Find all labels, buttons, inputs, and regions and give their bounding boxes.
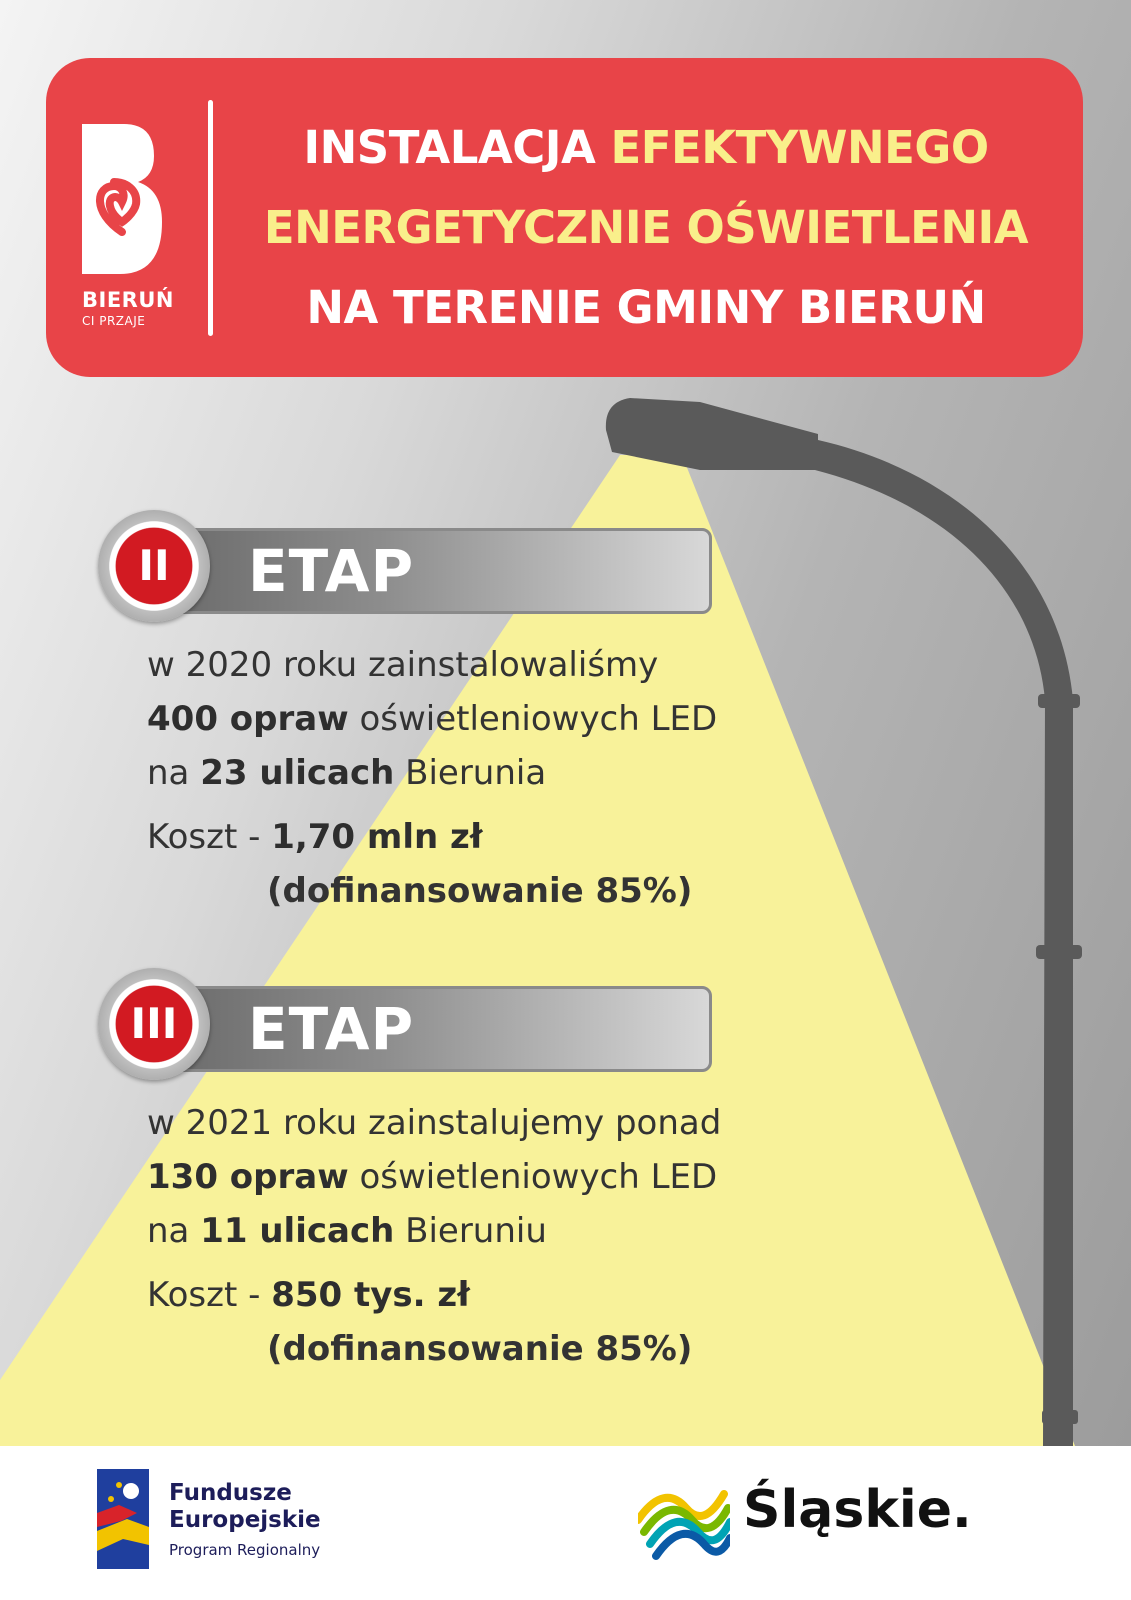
stage-bar — [164, 528, 712, 614]
bierun-logo — [78, 124, 208, 328]
stage-2-description — [147, 638, 847, 918]
title-line-1 — [221, 108, 1071, 188]
stage-badge-3 — [98, 968, 616, 1080]
logo-tagline: CI PRZAJE — [82, 314, 146, 328]
stage-number: III — [130, 999, 178, 1048]
header-banner — [46, 58, 1083, 377]
stage-3-cost: Koszt - 850 tys. zł — [147, 1275, 470, 1315]
stage-badge-2 — [98, 510, 616, 622]
stage-3-description — [147, 1096, 847, 1376]
stage-3-line-1: w 2021 roku zainstalujemy ponad — [147, 1103, 722, 1143]
eu-line-1: Fundusze — [169, 1480, 292, 1506]
eu-funds-logo-text — [169, 1480, 321, 1562]
stage-3-line-3: na 11 ulicach Bieruniu — [147, 1211, 547, 1251]
stage-3-cofunding: (dofinansowanie 85%) — [267, 1329, 693, 1369]
stage-3-line-2: 130 opraw oświetleniowych LED — [147, 1157, 718, 1197]
stage-bar — [164, 986, 712, 1072]
eu-funds-flag-icon — [97, 1469, 149, 1569]
header-divider — [208, 100, 213, 336]
slaskie-wordmark: Śląskie. — [743, 1480, 972, 1540]
logo-name: BIERUŃ — [82, 288, 174, 312]
title-word-yellow: EFEKTYWNEGO — [610, 121, 989, 174]
page-title — [221, 108, 1071, 348]
stage-2-cofunding: (dofinansowanie 85%) — [267, 871, 693, 911]
stage-label: ETAP — [248, 537, 415, 605]
title-line-3: NA TERENIE GMINY BIERUŃ — [306, 281, 986, 334]
footer — [0, 1446, 1131, 1600]
title-word-white: INSTALACJA — [303, 121, 596, 174]
bierun-b-heart-icon — [82, 124, 162, 274]
stage-2-cost: Koszt - 1,70 mln zł — [147, 817, 483, 857]
stage-2-line-2: 400 opraw oświetleniowych LED — [147, 699, 718, 739]
stage-label: ETAP — [248, 995, 415, 1063]
stage-2-line-1: w 2020 roku zainstalowaliśmy — [147, 645, 659, 685]
title-line-2: ENERGETYCZNIE OŚWIETLENIA — [263, 201, 1029, 254]
eu-line-2: Europejskie — [169, 1507, 321, 1533]
stage-2-line-3: na 23 ulicach Bierunia — [147, 753, 547, 793]
slaskie-waves-icon — [638, 1482, 730, 1562]
stage-number: II — [138, 541, 170, 590]
eu-line-3: Program Regionalny — [169, 1541, 321, 1559]
